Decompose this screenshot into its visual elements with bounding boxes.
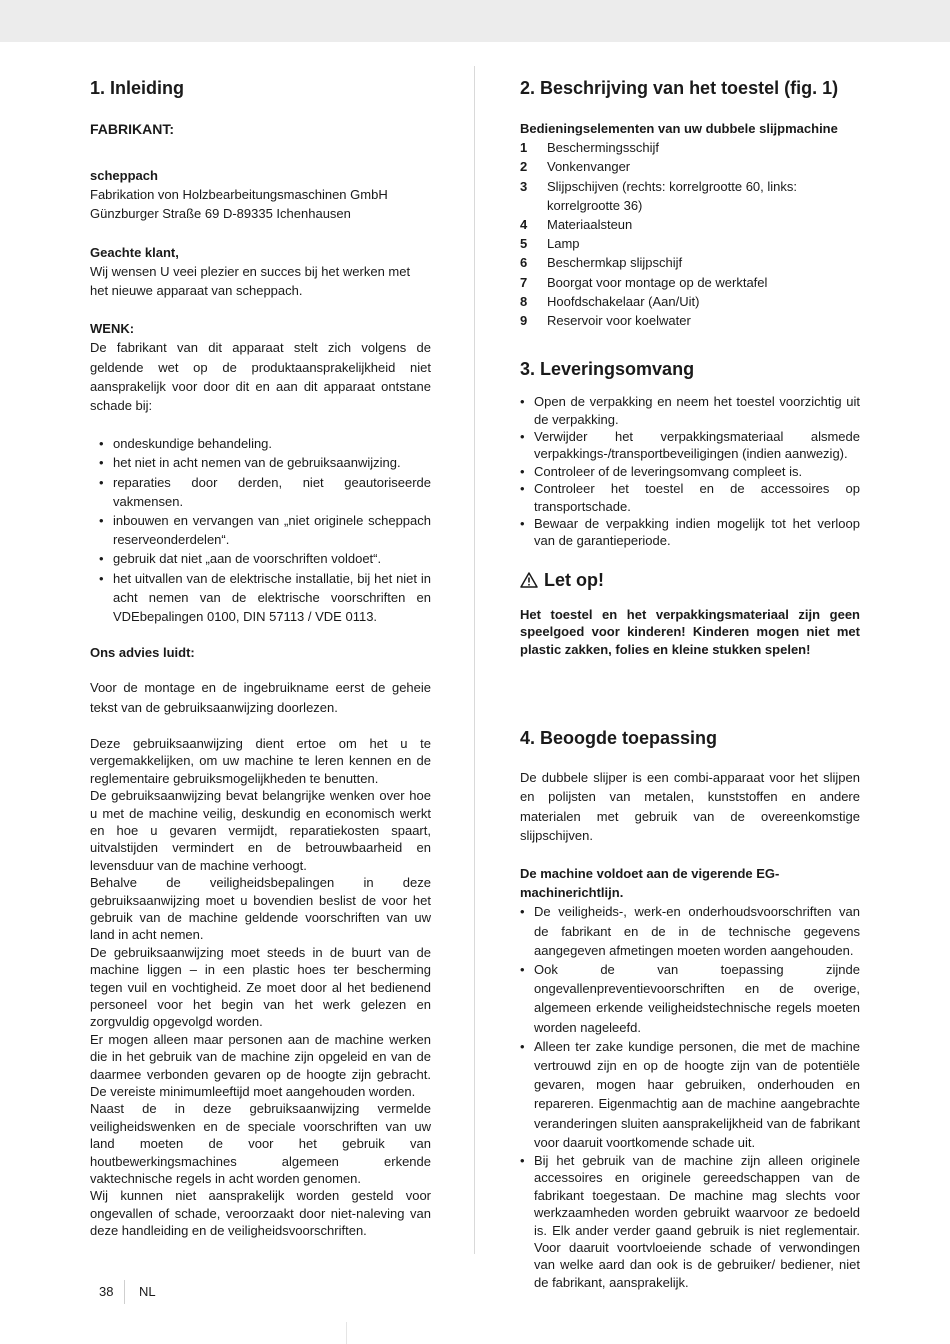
notice-list bbox=[90, 434, 431, 626]
paragraph: De gebruiksaanwijzing bevat belangrijke wenken over hoe u met de machine veilig, deskundig en economisch werkt en hoe u gevaren vermijdt, reparatiekosten spaart, uitvalstijden vermindert en de betrouwbaarheid en levensduur van de machine verhoogt. bbox=[90, 788, 431, 873]
warning-title: Let op! bbox=[544, 569, 604, 590]
intended-use-list bbox=[520, 902, 860, 1291]
paragraph: De gebruiksaanwijzing moet steeds in de buurt van de machine liggen – in een plastic hoes ter bescherming tegen vuil en vochtigheid. Ze moet door al het bedienend personeel voor het begin van het werk gelezen en zorgvuldig opgevolgd worden. bbox=[90, 944, 431, 1030]
list-item: 2 Vonkenvanger bbox=[520, 159, 631, 175]
bottom-mark bbox=[346, 1322, 347, 1344]
list-item: 8 Hoofdschakelaar (Aan/Uit) bbox=[520, 293, 700, 309]
warning-text: Het toestel en het verpakkingsmateriaal zijn geen speelgoed voor kinderen! Kinderen mogen niet met plastic zakken, folies en kleine stukken spelen! bbox=[520, 606, 860, 657]
language-code: NL bbox=[139, 1284, 156, 1299]
advice-text: Voor de montage en de ingebruikname eerst de geheie tekst van de gebruiksaanwijzing doorlezen. bbox=[90, 680, 431, 715]
paragraph: Deze gebruiksaanwijzing dient ertoe om het u te vergemakkelijken, om uw machine te leren kennen en de reglementaire gebruiksmogelijkheden te benutten. bbox=[90, 735, 431, 786]
left-column bbox=[90, 75, 431, 1240]
section-heading-introduction: 1. Inleiding bbox=[90, 78, 185, 98]
page-footer bbox=[0, 1283, 950, 1303]
list-item: • ondeskundige behandeling. bbox=[90, 434, 431, 453]
list-item: • Ook de van toepassing zijnde ongevallenpreventievoorschriften en de overige, algemeen erkende veiligheidstechnische regels moeten worden nageleefd. bbox=[520, 960, 860, 1037]
list-item: 1 Beschermingsschijf bbox=[520, 140, 659, 156]
controls-list bbox=[520, 138, 860, 330]
list-item: 4 Materiaalsteun bbox=[520, 217, 633, 233]
section-heading-delivery: 3. Leveringsomvang bbox=[520, 359, 695, 380]
list-item: • reparaties door derden, niet geautoriseerde vakmensen. bbox=[90, 473, 431, 511]
paragraph: Naast de in deze gebruiksaanwijzing vermelde veiligheidswenken en de speciale voorschriften van uw land moeten de voor het gebruik van houtbewerkingsmachines algemeen erkende vaktechnische regels in acht worden genomen. bbox=[90, 1101, 431, 1187]
list-item: • Verwijder het verpakkingsmateriaal alsmede verpakkings-/transportbeveiligingen (indien aanwezig). bbox=[520, 428, 860, 463]
list-item: • Bij het gebruik van de machine zijn alleen originele accessoires en originele gereedschappen van de fabrikant toegestaan. De machine mag slechts voor werkzaamheden worden gebruikt waarvoor ze bedoeld is. Elk ander verder gaand gebruik is niet reglementair. Voor daaruit voortvloeiende schade of verwondingen van welke aard dan ook is de gebruiker/ bediener, niet de fabrikant, aansprakelijk. bbox=[520, 1152, 860, 1291]
intended-use-subtitle: De machine voldoet aan de vigerende EG-machinerichtlijn. bbox=[520, 865, 780, 901]
delivery-list bbox=[520, 393, 860, 550]
right-column bbox=[520, 75, 860, 1291]
controls-subtitle: Bedieningselementen van uw dubbele slijpmachine bbox=[520, 121, 838, 136]
list-item: • De veiligheids-, werk-en onderhoudsvoorschriften van de fabrikant en de in de technische gegevens aangegeven afmetingen moeten worden aangehouden. bbox=[520, 902, 860, 960]
warning-triangle-icon bbox=[520, 572, 538, 588]
list-item: 5 Lamp bbox=[520, 236, 580, 252]
company-name: scheppach bbox=[90, 168, 158, 183]
company-line-2: Günzburger Straße 69 D-89335 Ichenhausen bbox=[90, 206, 351, 222]
notice-text: De fabrikant van dit apparaat stelt zich volgens de geldende wet op de produktaansprakelijkheid niet aansprakelijk voor door dit en aan dit apparaat ontstane schade bij: bbox=[90, 340, 431, 414]
manual-paragraphs bbox=[90, 735, 431, 1240]
list-item: 9 Reservoir voor koelwater bbox=[520, 313, 691, 329]
paragraph: Er mogen alleen maar personen aan de machine werken die in het gebruik van de machine zijn opgeleid en van de daarmee verbonden gevaren op de hoogte zijn gebracht. De vereiste minimumleeftijd moet aangehouden worden. bbox=[90, 1031, 431, 1099]
list-item: • Open de verpakking en neem het toestel voorzichtig uit de verpakking. bbox=[520, 393, 860, 428]
company-line-1: Fabrikation von Holzbearbeitungsmaschinen GmbH bbox=[90, 187, 388, 203]
section-heading-description: 2. Beschrijving van het toestel (fig. 1) bbox=[520, 78, 839, 98]
list-item: • Controleer het toestel en de accessoires op transportschade. bbox=[520, 480, 860, 515]
list-item: 7 Boorgat voor montage op de werktafel bbox=[520, 274, 768, 290]
list-item: • Controleer of de leveringsomvang compleet is. bbox=[520, 463, 860, 480]
intended-use-intro: De dubbele slijper is een combi-apparaat voor het slijpen en polijsten van metalen, kunststoffen en andere materialen met gebruik van de overeenkomstige slijpschijven. bbox=[520, 770, 860, 843]
list-item: • het niet in acht nemen van de gebruiksaanwijzing. bbox=[90, 453, 431, 472]
page-number: 38 bbox=[99, 1284, 114, 1299]
list-item: 6 Beschermkap slijpschijf bbox=[520, 255, 683, 271]
warning-heading bbox=[520, 567, 860, 593]
advice-title: Ons advies luidt: bbox=[90, 645, 195, 661]
list-item: 3 Slijpschijven (rechts: korrelgrootte 60, links: korrelgrootte 36) bbox=[520, 178, 797, 213]
list-item: • gebruik dat niet „aan de voorschriften voldoet“. bbox=[90, 549, 431, 568]
greeting-title: Geachte klant, bbox=[90, 244, 179, 260]
list-item: • inbouwen en vervangen van „niet originele scheppach reserveonderdelen“. bbox=[90, 511, 431, 549]
column-divider bbox=[474, 66, 475, 1254]
list-item: • het uitvallen van de elektrische installatie, bij het niet in acht nemen van de elektrische voorschriften en VDEbepalingen 0100, DIN 57113 / VDE 0113. bbox=[90, 569, 431, 627]
paragraph: Wij kunnen niet aansprakelijk worden gesteld voor ongevallen of schade, veroorzaakt door niet-naleving van deze handleiding en de veiligheidsvoorschriften. bbox=[90, 1188, 431, 1239]
top-bar bbox=[0, 0, 950, 42]
greeting-text: Wij wensen U veei plezier en succes bij het werken met het nieuwe apparaat van scheppach. bbox=[90, 263, 411, 299]
paragraph: Behalve de veiligheidsbepalingen in deze gebruiksaanwijzing moet u bovendien beslist de voor het gebruik van de machine geldende voorschriften van uw land in acht nemen. bbox=[90, 875, 431, 943]
list-item: • Bewaar de verpakking indien mogelijk tot het verloop van de garantieperiode. bbox=[520, 515, 860, 550]
manufacturer-label: FABRIKANT: bbox=[90, 121, 174, 137]
footer-separator bbox=[124, 1280, 125, 1304]
list-item: • Alleen ter zake kundige personen, die met de machine vertrouwd zijn en op de hoogte zijn van de potentiële gevaren, mogen haar gebruiken, onderhouden en repareren. Eigenmachtig aan de machine aangebrachte veranderingen sluiten aansprakelijkheid van de fabrikant voor daaruit voortkomende schade uit. bbox=[520, 1037, 860, 1152]
notice-title: WENK: bbox=[90, 321, 135, 337]
section-heading-intended-use: 4. Beoogde toepassing bbox=[520, 728, 718, 749]
